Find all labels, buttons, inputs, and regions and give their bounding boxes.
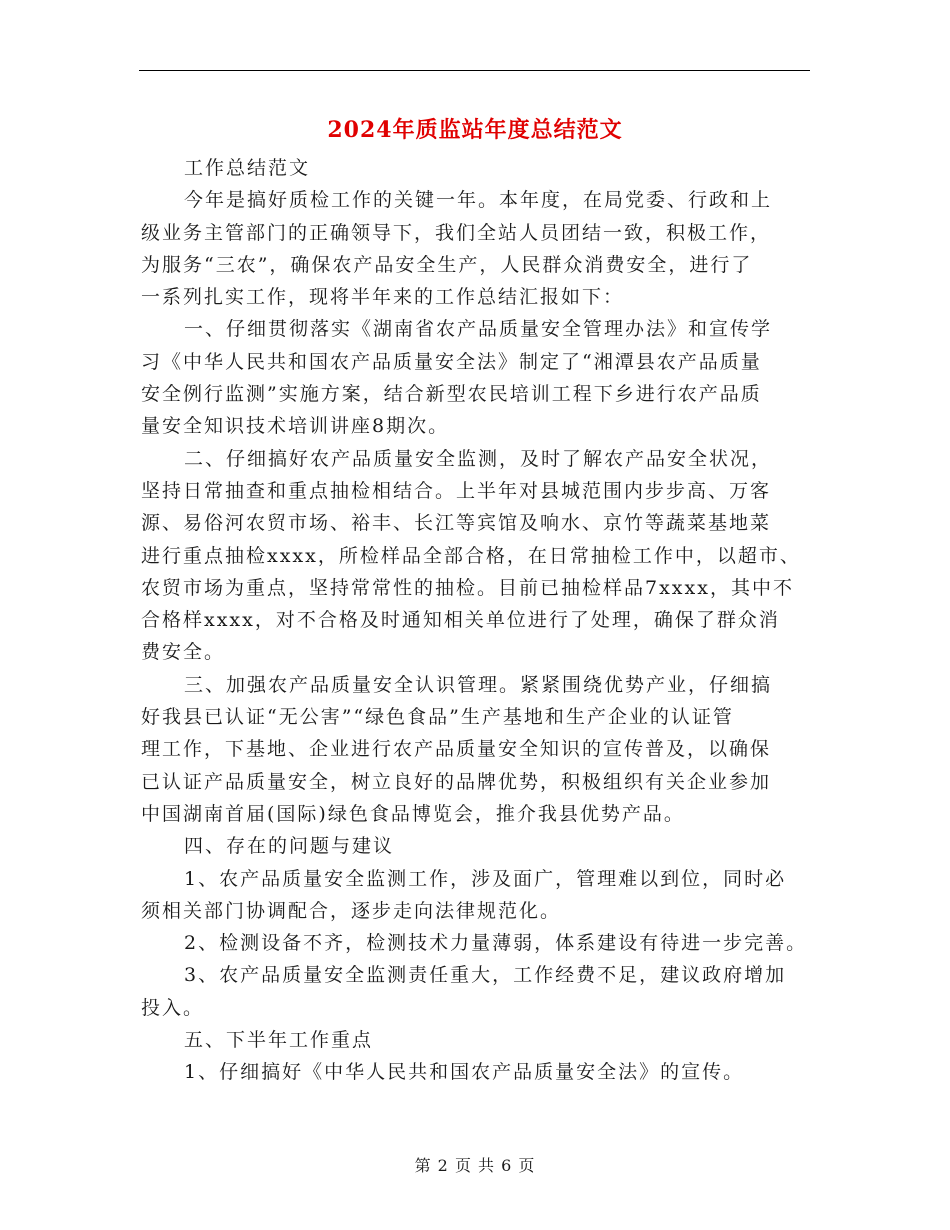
paragraph-line: 三、加强农产品质量安全认识管理。紧紧围绕优势产业，仔细搞 <box>184 673 773 696</box>
paragraph-line: 工作总结范文 <box>184 157 311 179</box>
paragraph-line: 中国湖南首届(国际)绿色食品博览会，推介我县优势产品。 <box>141 802 685 825</box>
paragraph-line: 二、仔细搞好农产品质量安全监测，及时了解农产品安全状况， <box>184 447 773 470</box>
paragraph-line: 一、仔细贯彻落实《湖南省农产品质量安全管理办法》和宣传学 <box>184 318 773 341</box>
paragraph-line: 今年是搞好质检工作的关键一年。本年度，在局党委、行政和上 <box>184 189 773 212</box>
section-heading: 四、存在的问题与建议 <box>184 835 395 858</box>
paragraph-line: 1、仔细搞好《中华人民共和国农产品质量安全法》的宣传。 <box>184 1061 745 1084</box>
paragraph-line: 农贸市场为重点，坚持常常性的抽检。目前已抽检样品7xxxx，其中不 <box>141 576 794 599</box>
paragraph-line: 理工作，下基地、企业进行农产品质量安全知识的宣传普及，以确保 <box>141 738 772 761</box>
paragraph-line: 安全例行监测”实施方案，结合新型农民培训工程下乡进行农产品质 <box>141 383 762 406</box>
paragraph-line: 1、农产品质量安全监测工作，涉及面广，管理难以到位，同时必 <box>184 867 787 890</box>
paragraph-line: 已认证产品质量安全，树立良好的品牌优势，积极组织有关企业参加 <box>141 770 772 793</box>
header-rule <box>139 70 810 71</box>
paragraph-line: 3、农产品质量安全监测责任重大，工作经费不足，建议政府增加 <box>184 964 787 987</box>
paragraph-line: 好我县已认证“无公害”“绿色食品”生产基地和生产企业的认证管 <box>141 706 734 729</box>
section-heading: 五、下半年工作重点 <box>184 1029 374 1052</box>
paragraph-line: 量安全知识技术培训讲座8期次。 <box>141 415 450 438</box>
paragraph-line: 投入。 <box>141 996 205 1019</box>
paragraph-line: 一系列扎实工作，现将半年来的工作总结汇报如下： <box>141 286 625 309</box>
paragraph-line: 须相关部门协调配合，逐步走向法律规范化。 <box>141 899 562 922</box>
document-title: 2024年质监站年度总结范文 <box>327 117 623 143</box>
page-footer: 第 2 页 共 6 页 <box>414 1156 536 1175</box>
paragraph-line: 2、检测设备不齐，检测技术力量薄弱，体系建设有待进一步完善。 <box>184 932 808 955</box>
document-body <box>141 152 811 1089</box>
paragraph-line: 习《中华人民共和国农产品质量安全法》制定了“湘潭县农产品质量 <box>141 350 762 373</box>
paragraph-line: 合格样xxxx，对不合格及时通知相关单位进行了处理，确保了群众消 <box>141 609 780 632</box>
paragraph-line: 为服务“三农”，确保农产品安全生产，人民群众消费安全，进行了 <box>141 253 753 276</box>
paragraph-line: 费安全。 <box>141 641 226 664</box>
paragraph-line: 进行重点抽检xxxx，所检样品全部合格，在日常抽检工作中，以超市、 <box>141 544 801 567</box>
paragraph-line: 源、易俗河农贸市场、裕丰、长江等宾馆及响水、京竹等蔬菜基地菜 <box>141 512 772 535</box>
paragraph-line: 坚持日常抽查和重点抽检相结合。上半年对县城范围内步步高、万客 <box>141 479 772 502</box>
paragraph-line: 级业务主管部门的正确领导下，我们全站人员团结一致，积极工作， <box>141 221 772 244</box>
